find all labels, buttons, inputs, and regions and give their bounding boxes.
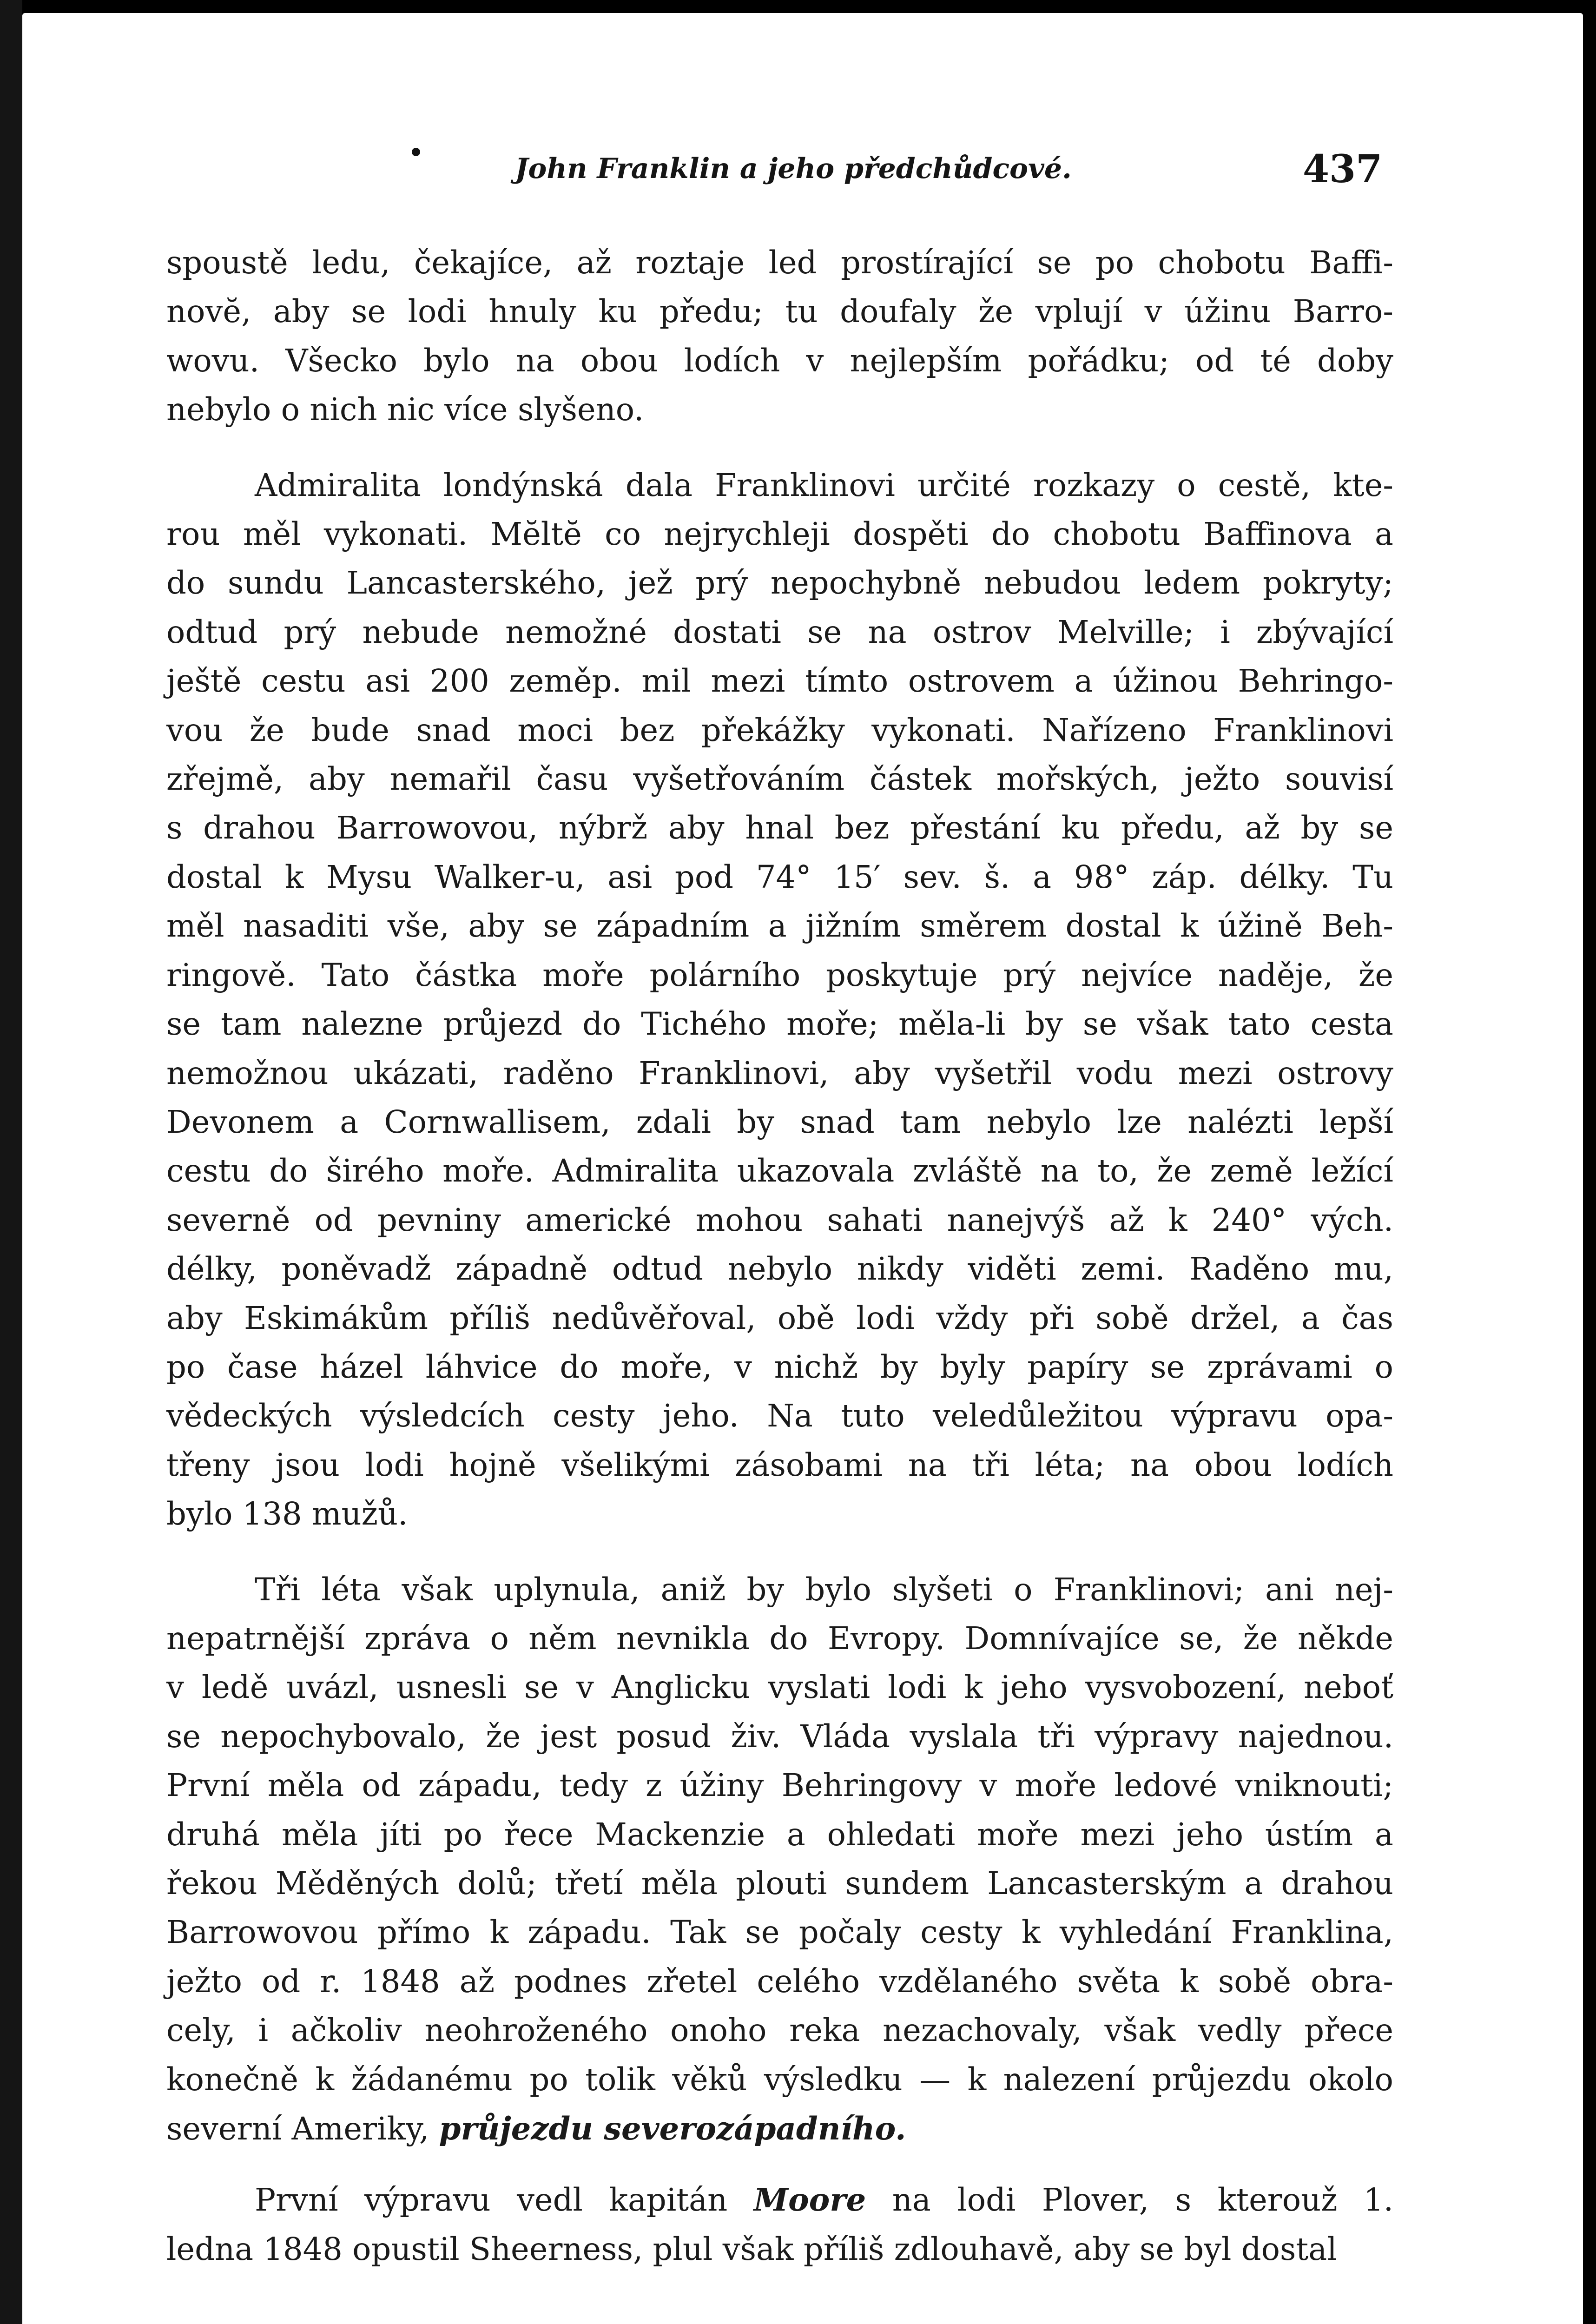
text-line: ringově. Tato částka moře polárního poskytuje prý nejvíce naděje, že	[166, 957, 1393, 993]
text-line: se nepochybovalo, že jest posud živ. Vláda vyslala tři výpravy najednou.	[166, 1718, 1393, 1755]
text-line: měl nasaditi vše, aby se západním a jižním směrem dostal k úžině Beh-	[166, 908, 1393, 944]
text-line: dostal k Mysu Walker-u, asi pod 74° 15′ sev. š. a 98° záp. délky. Tu	[166, 858, 1393, 895]
page-number: 437	[1303, 147, 1383, 191]
emphasized-text: průjezdu severozápadního.	[439, 2110, 906, 2147]
text-line: zřejmě, aby nemařil času vyšetřováním částek mořských, ježto souvisí	[166, 761, 1393, 798]
text-line: třeny jsou lodi hojně všelikými zásobami na tři léta; na obou lodích	[166, 1446, 1393, 1483]
text-line: rou měl vykonati. Mĕltĕ co nejrychleji dospěti do chobotu Baffinova a	[166, 516, 1393, 553]
text-line: nepatrnější zpráva o něm nevnikla do Evropy. Domnívajíce se, že někde	[166, 1620, 1393, 1657]
running-title: John Franklin a jeho předchůdcové.	[515, 152, 1072, 185]
text-line: délky, poněvadž západně odtud nebylo nikdy viděti zemi. Raděno mu,	[166, 1251, 1393, 1287]
text-line: aby Eskimákům příliš nedůvěřoval, obě lodi vždy při sobě držel, a čas	[166, 1300, 1393, 1336]
text-run: První výpravu vedl kapitán	[255, 2182, 728, 2218]
text-line: Admiralita londýnská dala Franklinovi určité rozkazy o cestě, kte-	[255, 467, 1393, 503]
text-line: Barrowovou přímo k západu. Tak se počaly cesty k vyhledání Franklina,	[166, 1914, 1393, 1951]
book-spine-edge	[0, 0, 22, 2324]
text-line: se tam nalezne průjezd do Tichého moře; měla-li by se však tato cesta	[166, 1006, 1393, 1043]
text-line: novĕ, aby se lodi hnuly ku předu; tu doufaly že vplují v úžinu Barro-	[166, 293, 1393, 330]
emphasized-text: Moore	[753, 2181, 866, 2218]
text-line: spoustě ledu, čekajíce, až roztaje led prostírající se po chobotu Baffi-	[166, 244, 1393, 281]
text-line: nemožnou ukázati, raděno Franklinovi, aby vyšetřil vodu mezi ostrovy	[166, 1055, 1393, 1091]
text-line: cestu do širého moře. Admiralita ukazovala zvláště na to, že země ležící	[166, 1153, 1393, 1189]
text-line: odtud prý nebude nemožné dostati se na ostrov Melville; i zbývající	[166, 614, 1393, 650]
text-line: Devonem a Cornwallisem, zdali by snad tam nebylo lze nalézti lepší	[166, 1103, 1393, 1140]
text-line: bylo 138 mužů.	[166, 1496, 408, 1532]
text-line: po čase házel láhvice do moře, v nichž by byly papíry se zprávami o	[166, 1348, 1393, 1385]
text-run: na lodi Plover, s kterouž 1.	[892, 2182, 1393, 2218]
book-page	[22, 13, 1583, 2324]
text-run: severní Ameriky,	[166, 2111, 429, 2147]
text-line: wovu. Všecko bylo na obou lodích v nejlepším pořádku; od té doby	[166, 342, 1393, 379]
text-line: druhá měla jíti po řece Mackenzie a ohledati moře mezi jeho ústím a	[166, 1816, 1393, 1853]
text-line: severně od pevniny americké mohou sahati nanejvýš až k 240° vých.	[166, 1202, 1393, 1238]
text-line	[166, 2175, 1393, 2225]
text-line: vědeckých výsledcích cesty jeho. Na tuto veledůležitou výpravu opa-	[166, 1398, 1393, 1434]
text-line: v ledě uvázl, usnesli se v Anglicku vyslati lodi k jeho vysvobození, neboť	[166, 1669, 1393, 1706]
text-line: ježto od r. 1848 až podnes zřetel celého vzdělaného světa k sobě obra-	[166, 1963, 1393, 2000]
text-line: konečně k žádanému po tolik věků výsledku — k nalezení průjezdu okolo	[166, 2061, 1393, 2098]
text-line: cely, i ačkoliv neohroženého onoho reka nezachovaly, však vedly přece	[166, 2012, 1393, 2049]
text-line: ledna 1848 opustil Sheerness, plul však příliš zdlouhavě, aby se byl dostal	[166, 2231, 1337, 2267]
text-line: Tři léta však uplynula, aniž by bylo slyšeti o Franklinovi; ani nej-	[255, 1571, 1393, 1608]
text-line: První měla od západu, tedy z úžiny Behringovy v moře ledové vniknouti;	[166, 1767, 1393, 1804]
text-line: s drahou Barrowovou, nýbrž aby hnal bez přestání ku předu, až by se	[166, 810, 1393, 846]
text-line: nebylo o nich nic více slyšeno.	[166, 391, 644, 428]
text-line: řekou Měděných dolů; třetí měla plouti sundem Lancasterským a drahou	[166, 1865, 1393, 1901]
text-line: ještě cestu asi 200 zeměp. mil mezi tímto ostrovem a úžinou Behringo-	[166, 663, 1393, 700]
body-text	[166, 238, 1393, 2274]
text-line	[166, 2104, 1393, 2153]
text-line: vou že bude snad moci bez překážky vykonati. Nařízeno Franklinovi	[166, 712, 1393, 748]
ink-dot-mark	[412, 148, 420, 156]
text-line: do sundu Lancasterského, jež prý nepochybně nebudou ledem pokryty;	[166, 565, 1393, 601]
